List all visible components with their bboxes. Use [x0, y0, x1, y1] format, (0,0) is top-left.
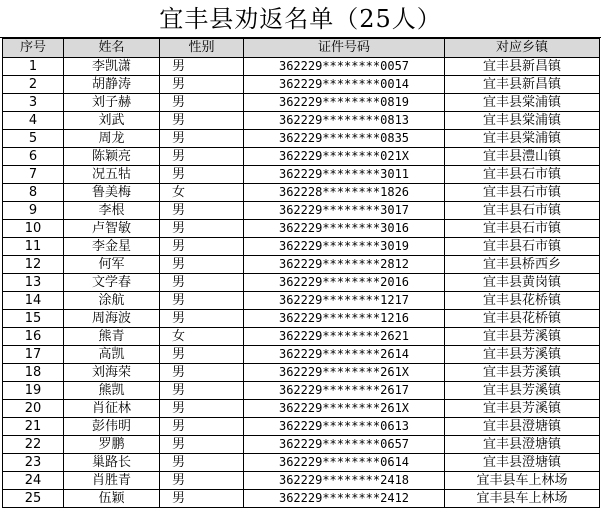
cell-seq[interactable]: 25: [3, 490, 64, 508]
cell-id-number[interactable]: 362229********0819: [244, 94, 445, 112]
cell-gender[interactable]: 男: [160, 166, 244, 184]
header-town[interactable]: 对应乡镇: [445, 39, 600, 58]
cell-town[interactable]: 宜丰县黄岗镇: [445, 274, 600, 292]
cell-gender[interactable]: 男: [160, 292, 244, 310]
cell-seq[interactable]: 20: [3, 400, 64, 418]
cell-gender[interactable]: 男: [160, 220, 244, 238]
cell-id-number[interactable]: 362229********2412: [244, 490, 445, 508]
table-row: [3, 256, 600, 274]
cell-seq[interactable]: 11: [3, 238, 64, 256]
cell-id-number[interactable]: 362229********3019: [244, 238, 445, 256]
cell-id-number[interactable]: 362229********0835: [244, 130, 445, 148]
cell-name[interactable]: 罗鹏: [64, 436, 160, 454]
cell-name[interactable]: 陈颖亮: [64, 148, 160, 166]
table-row: [3, 418, 600, 436]
cell-id-number[interactable]: 362229********3011: [244, 166, 445, 184]
cell-gender[interactable]: 男: [160, 238, 244, 256]
cell-gender[interactable]: 男: [160, 346, 244, 364]
cell-gender[interactable]: 男: [160, 400, 244, 418]
cell-id-number[interactable]: 362229********0057: [244, 58, 445, 76]
cell-gender[interactable]: 男: [160, 454, 244, 472]
cell-town[interactable]: 宜丰县新昌镇: [445, 76, 600, 94]
cell-name[interactable]: 彭伟明: [64, 418, 160, 436]
cell-name[interactable]: 肖征林: [64, 400, 160, 418]
table-row: [3, 58, 600, 76]
cell-id-number[interactable]: 362228********1826: [244, 184, 445, 202]
cell-gender[interactable]: 男: [160, 58, 244, 76]
table-row: [3, 472, 600, 490]
cell-gender[interactable]: 女: [160, 184, 244, 202]
table-row: [3, 310, 600, 328]
cell-gender[interactable]: 男: [160, 256, 244, 274]
cell-name[interactable]: 刘子赫: [64, 94, 160, 112]
cell-seq[interactable]: 5: [3, 130, 64, 148]
cell-name[interactable]: 肖胜青: [64, 472, 160, 490]
cell-seq[interactable]: 13: [3, 274, 64, 292]
table-row: [3, 166, 600, 184]
cell-gender[interactable]: 男: [160, 112, 244, 130]
cell-town[interactable]: 宜丰县棠浦镇: [445, 94, 600, 112]
table-row: [3, 184, 600, 202]
cell-town[interactable]: 宜丰县石市镇: [445, 220, 600, 238]
cell-town[interactable]: 宜丰县石市镇: [445, 166, 600, 184]
table-row: [3, 454, 600, 472]
table-row: [3, 382, 600, 400]
cell-town[interactable]: 宜丰县石市镇: [445, 184, 600, 202]
cell-id-number[interactable]: 362229********0657: [244, 436, 445, 454]
cell-id-number[interactable]: 362229********3016: [244, 220, 445, 238]
header-gender[interactable]: 性别: [160, 39, 244, 58]
cell-name[interactable]: 胡静涛: [64, 76, 160, 94]
cell-seq[interactable]: 16: [3, 328, 64, 346]
cell-gender[interactable]: 男: [160, 382, 244, 400]
return-list-table: [2, 38, 600, 508]
table-row: [3, 292, 600, 310]
cell-seq[interactable]: 9: [3, 202, 64, 220]
cell-seq[interactable]: 22: [3, 436, 64, 454]
table-row: [3, 94, 600, 112]
cell-id-number[interactable]: 362229********0014: [244, 76, 445, 94]
cell-gender[interactable]: 男: [160, 202, 244, 220]
cell-name[interactable]: 周龙: [64, 130, 160, 148]
cell-gender[interactable]: 男: [160, 94, 244, 112]
cell-seq[interactable]: 10: [3, 220, 64, 238]
cell-seq[interactable]: 3: [3, 94, 64, 112]
cell-town[interactable]: 宜丰县石市镇: [445, 238, 600, 256]
cell-name[interactable]: 鲁美梅: [64, 184, 160, 202]
cell-id-number[interactable]: 362229********1216: [244, 310, 445, 328]
cell-name[interactable]: 刘武: [64, 112, 160, 130]
table-row: [3, 346, 600, 364]
table-row: [3, 130, 600, 148]
cell-gender[interactable]: 男: [160, 436, 244, 454]
cell-id-number[interactable]: 362229********0613: [244, 418, 445, 436]
cell-town[interactable]: 宜丰县澄塘镇: [445, 436, 600, 454]
cell-id-number[interactable]: 362229********2016: [244, 274, 445, 292]
table-row: [3, 274, 600, 292]
cell-name[interactable]: 熊凯: [64, 382, 160, 400]
cell-town[interactable]: 宜丰县棠浦镇: [445, 112, 600, 130]
cell-gender[interactable]: 男: [160, 130, 244, 148]
cell-seq[interactable]: 7: [3, 166, 64, 184]
cell-gender[interactable]: 男: [160, 364, 244, 382]
cell-id-number[interactable]: 362229********3017: [244, 202, 445, 220]
table-row: [3, 202, 600, 220]
cell-town[interactable]: 宜丰县澄塘镇: [445, 418, 600, 436]
cell-town[interactable]: 宜丰县桥西乡: [445, 256, 600, 274]
cell-seq[interactable]: 4: [3, 112, 64, 130]
cell-town[interactable]: 宜丰县花桥镇: [445, 292, 600, 310]
header-name[interactable]: 姓名: [64, 39, 160, 58]
cell-id-number[interactable]: 362229********0614: [244, 454, 445, 472]
header-id[interactable]: 证件号码: [244, 39, 445, 58]
sheet-title: 宜丰县劝返名单（25人）: [0, 0, 601, 38]
cell-seq[interactable]: 19: [3, 382, 64, 400]
table-row: [3, 220, 600, 238]
cell-name[interactable]: 周海波: [64, 310, 160, 328]
cell-seq[interactable]: 8: [3, 184, 64, 202]
cell-seq[interactable]: 21: [3, 418, 64, 436]
cell-town[interactable]: 宜丰县澄塘镇: [445, 454, 600, 472]
cell-gender[interactable]: 女: [160, 328, 244, 346]
cell-gender[interactable]: 男: [160, 310, 244, 328]
cell-gender[interactable]: 男: [160, 274, 244, 292]
table-row: [3, 148, 600, 166]
cell-seq[interactable]: 6: [3, 148, 64, 166]
cell-town[interactable]: 宜丰县澧山镇: [445, 148, 600, 166]
header-row: [3, 39, 600, 58]
cell-town[interactable]: 宜丰县车上林场: [445, 472, 600, 490]
cell-id-number[interactable]: 362229********2812: [244, 256, 445, 274]
cell-id-number[interactable]: 362229********261X: [244, 400, 445, 418]
cell-seq[interactable]: 18: [3, 364, 64, 382]
table-row: [3, 436, 600, 454]
cell-id-number[interactable]: 362229********2617: [244, 382, 445, 400]
cell-seq[interactable]: 23: [3, 454, 64, 472]
cell-seq[interactable]: 15: [3, 310, 64, 328]
cell-name[interactable]: 李凯潇: [64, 58, 160, 76]
table-row: [3, 364, 600, 382]
table-row: [3, 238, 600, 256]
header-seq[interactable]: 序号: [3, 39, 64, 58]
cell-town[interactable]: 宜丰县花桥镇: [445, 310, 600, 328]
cell-gender[interactable]: 男: [160, 76, 244, 94]
cell-name[interactable]: 高凯: [64, 346, 160, 364]
cell-name[interactable]: 刘海荣: [64, 364, 160, 382]
cell-name[interactable]: 涂航: [64, 292, 160, 310]
cell-id-number[interactable]: 362229********2614: [244, 346, 445, 364]
table-row: [3, 400, 600, 418]
cell-id-number[interactable]: 362229********1217: [244, 292, 445, 310]
cell-seq[interactable]: 1: [3, 58, 64, 76]
cell-seq[interactable]: 12: [3, 256, 64, 274]
cell-seq[interactable]: 14: [3, 292, 64, 310]
table-body: [3, 58, 600, 508]
cell-seq[interactable]: 2: [3, 76, 64, 94]
cell-town[interactable]: 宜丰县石市镇: [445, 202, 600, 220]
cell-town[interactable]: 宜丰县芳溪镇: [445, 346, 600, 364]
cell-town[interactable]: 宜丰县新昌镇: [445, 58, 600, 76]
table-row: [3, 490, 600, 508]
cell-name[interactable]: 卢智敏: [64, 220, 160, 238]
cell-id-number[interactable]: 362229********2621: [244, 328, 445, 346]
cell-town[interactable]: 宜丰县芳溪镇: [445, 382, 600, 400]
cell-id-number[interactable]: 362229********261X: [244, 364, 445, 382]
table-row: [3, 328, 600, 346]
cell-gender[interactable]: 男: [160, 418, 244, 436]
cell-gender[interactable]: 男: [160, 490, 244, 508]
table-row: [3, 76, 600, 94]
cell-id-number[interactable]: 362229********021X: [244, 148, 445, 166]
cell-name[interactable]: 李根: [64, 202, 160, 220]
cell-name[interactable]: 李金星: [64, 238, 160, 256]
cell-town[interactable]: 宜丰县芳溪镇: [445, 400, 600, 418]
table-row: [3, 112, 600, 130]
cell-seq[interactable]: 24: [3, 472, 64, 490]
cell-gender[interactable]: 男: [160, 472, 244, 490]
cell-id-number[interactable]: 362229********2418: [244, 472, 445, 490]
cell-name[interactable]: 巢路长: [64, 454, 160, 472]
cell-name[interactable]: 熊青: [64, 328, 160, 346]
cell-town[interactable]: 宜丰县棠浦镇: [445, 130, 600, 148]
cell-gender[interactable]: 男: [160, 148, 244, 166]
cell-name[interactable]: 况五牯: [64, 166, 160, 184]
cell-town[interactable]: 宜丰县车上林场: [445, 490, 600, 508]
cell-town[interactable]: 宜丰县芳溪镇: [445, 328, 600, 346]
cell-seq[interactable]: 17: [3, 346, 64, 364]
cell-name[interactable]: 伍颖: [64, 490, 160, 508]
cell-id-number[interactable]: 362229********0813: [244, 112, 445, 130]
cell-town[interactable]: 宜丰县芳溪镇: [445, 364, 600, 382]
cell-name[interactable]: 何军: [64, 256, 160, 274]
cell-name[interactable]: 文学春: [64, 274, 160, 292]
